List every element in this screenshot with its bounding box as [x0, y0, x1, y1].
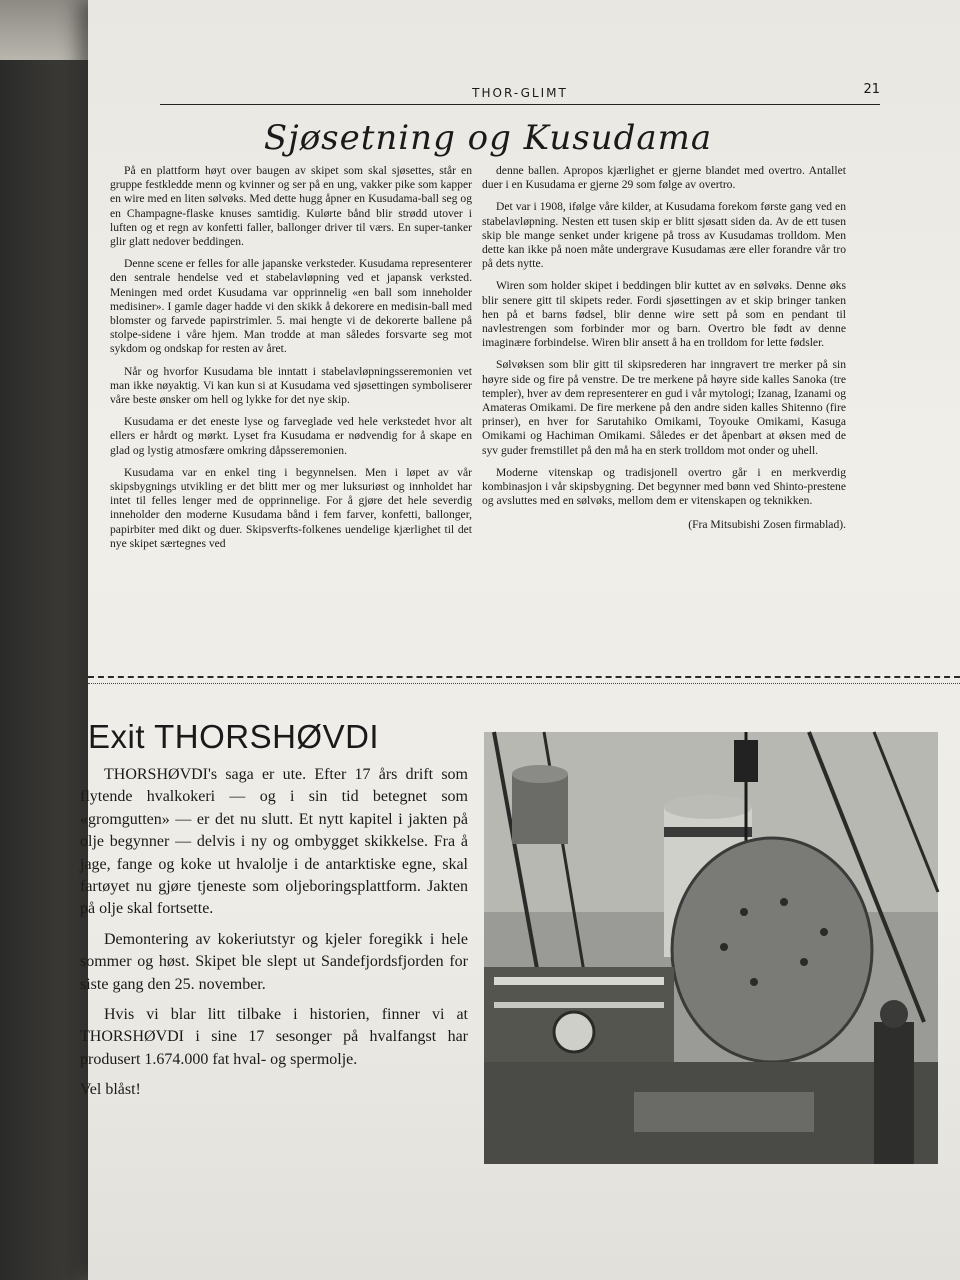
- section-divider: [88, 676, 960, 684]
- article-column-right: [482, 164, 846, 541]
- paragraph: Hvis vi blar litt tilbake i historien, finner vi at THORSHØVDI i sine 17 sesonger på hvalfangst har produsert 1.674.000 fat hval- og spermolje.: [80, 1006, 468, 1068]
- ship-photo: [484, 732, 938, 1164]
- paragraph: Demontering av kokeriutstyr og kjeler foregikk i hele sommer og høst. Skipet ble slept ut Sandefjordsfjorden for siste gang den 25. november.: [80, 930, 468, 993]
- source-credit: (Fra Mitsubishi Zosen firmablad).: [688, 518, 846, 532]
- paragraph: THORSHØVDI's saga er ute. Efter 17 års drift som flytende hvalkokeri — og i sin tid betegnet som «gromgutten» — er det nu slutt. Et nytt kapitel i jakten på olje begynner — delvis i ny og ombygget skikkelse. Fra å jage, fange og koke ut hvalolje i de antarktiske egne, skal fartøyet nu gjøre tjeneste som oljeboringsplattform. Jakten på olje skal fortsette.: [80, 766, 468, 918]
- paragraph: Kusudama er det eneste lyse og farveglade ved hele verkstedet hvor alt ellers er hårdt og mørkt. Lyset fra Kusudama er nødvendig for å skape en glad og lystig atmosfære omkring dåpsseremonien.: [110, 415, 472, 457]
- ship-photo-illustration: [484, 732, 938, 1164]
- paragraph: Kusudama var en enkel ting i begynnelsen. Men i løpet av vår skipsbygnings utvikling er det blitt mer og mer luksuriøst og innholdet har intet til felles lenger med de opprinnelige. For å gjøre det hele severdig inneholder den moderne Kusudama bånd i fem farver, konfetti, ballonger, papirbiter med dikt og duer. Skipsverfts-folkenes uendelige kjærlighet til det nye skipet særtegnes ved: [110, 465, 472, 550]
- article-column-left: [110, 164, 472, 559]
- sign-off: Vel blåst!: [80, 1081, 141, 1099]
- article-title: Sjøsetning og Kusudama: [263, 118, 713, 158]
- article-title-exit: Exit THORSHØVDI: [88, 718, 380, 755]
- magazine-title: THOR-GLIMT: [472, 86, 568, 100]
- paragraph: Sølvøksen som blir gitt til skipsrederen har inngravert tre merker på sin høyre side og fire på venstre. De tre merkene på høyre side kalles Sanoka (tre templer), hver av dem representerer en gud i vår mytologi; Izanag, Izanami og Amateras Omikami. De fire merkene på den andre siden kalles Shitenno (fire prinser), en hver for Sarutahiko Omikami, Toyouke Omikami, Kasuga Omikami og Hachiman Omikami. Således er det åpenbart at øksen med de syv guder fremstillet på den må ha en sterk trolldom mot onder og uhell.: [482, 358, 846, 457]
- paragraph: Moderne vitenskap og tradisjonell overtro går i en merkverdig kombinasjon i vår skipsbygning. Det begynner med bønn ved Shinto-prestene og avsluttes med en sølvøks, mellom dem er vitenskapen og teknikken.: [482, 465, 846, 508]
- running-head: [160, 82, 880, 105]
- paragraph: Wiren som holder skipet i beddingen blir kuttet av en sølvøks. Denne øks blir senere gitt til skipets reder. Fordi sjøsettingen av et skip bringer tanken hen på et barns fødsel, blir denne wire sett på som en pendant til navlestrengen som forbinder mor og barn. Overtro ble født av denne imaginære forbindelse. Wiren blir ansett å ha en trolldom for lette fødsler.: [482, 279, 846, 350]
- paragraph: Det var i 1908, ifølge våre kilder, at Kusudama forekom første gang ved en stabelavløpning. Nesten ett tusen skip er blitt sjøsatt siden da. Av de ett tusen skip ble mange senket under krigene på tross av Kusudamas trolldom. Men dette kan ikke på noen måte undergrave Kusudamas ære eller forandre vår tro på dets nytte.: [482, 200, 846, 271]
- exit-article-body: [80, 764, 468, 1110]
- paragraph: På en plattform høyt over baugen av skipet som skal sjøsettes, står en gruppe festkledde menn og kvinner og ser på en ung, vakker pike som kapper en wire med en liten sølvøks. Med dette hugg åpner en Kusudama-ball seg og en Champagne-flaske knuses samtidig. Kulørte bånd blir strødd utover i luften og et regn av konfetti faller, ballonger driver til værs. En super-tanker glir glatt nedover beddingen.: [110, 164, 472, 249]
- paragraph: Denne scene er felles for alle japanske verksteder. Kusudama representerer den sentrale hendelse ved et stabelavløpning ved et japansk verksted. Meningen med ordet Kusudama var opprinnelig «en ball som inneholder medisiner». I gamle dager hadde vi den skikk å dekorere en medisin-ball med blomster og farvede papirstrimler. 5. mai hengte vi de dekorerte ballene på stolpe-sidene i våre hjem. Man trodde at man således forsvarte seg mot sykdom og ondskap for resten av året.: [110, 257, 472, 356]
- paragraph: Når og hvorfor Kusudama ble inntatt i stabelavløpningsseremonien vet man ikke nøyaktig. Vi kan kun si at Kusudama ved sjøsettingen symboliserer våre beste ønsker om hell og lykke for det nye skip.: [110, 364, 472, 407]
- page-number: 21: [863, 82, 880, 97]
- magazine-page: [80, 0, 960, 1280]
- paragraph: denne ballen. Apropos kjærlighet er gjerne blandet med overtro. Antallet duer i en Kusudama er gjerne 29 som følge av overtro.: [482, 164, 846, 192]
